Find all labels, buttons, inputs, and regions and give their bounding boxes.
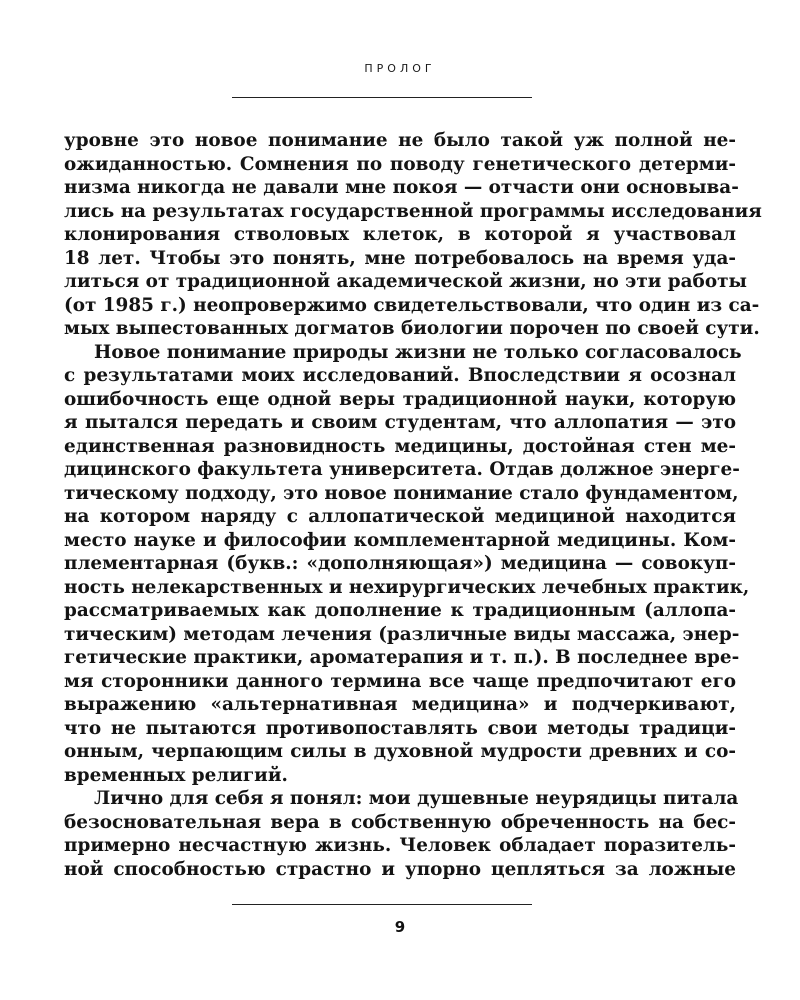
text-line: низма никогда не давали мне покоя — отчасти они основыва- [64, 177, 739, 198]
text-line: дицинского факультета университета. Отдав должное энерге- [64, 459, 740, 480]
footer-rule [232, 904, 532, 905]
text-line: на котором наряду с аллопатической медициной находится [64, 506, 736, 527]
text-line: тическому подходу, это новое понимание стало фундаментом, [64, 482, 739, 504]
header-rule [232, 97, 532, 98]
page-number: 9 [394, 918, 406, 936]
text-line: Новое понимание природы жизни не только согласовалось [94, 341, 742, 363]
text-line: с результатами моих исследований. Впоследствии я осознал [64, 365, 736, 386]
text-line: уровне это новое понимание не было такой уж полной не- [64, 130, 736, 151]
text-line: ность нелекарственных и нехирургических лечебных практик, [64, 576, 750, 598]
text-line: безосновательная вера в собственную обреченность на бес- [64, 811, 736, 833]
text-line: мых выпестованных догматов биологии порочен по своей сути. [64, 318, 760, 339]
text-line: ной способностью страстно и упорно цепляться за ложные [64, 858, 736, 880]
text-line: я пытался передать и своим студентам, что аллопатия — это [64, 412, 736, 433]
text-line: примерно несчастную жизнь. Человек обладает поразитель- [64, 835, 736, 856]
text-line: место науке и философии комплементарной медицины. Ком- [64, 529, 736, 551]
text-line: тическим) методам лечения (различные виды массажа, энер- [64, 623, 740, 645]
text-line: временных религий. [64, 764, 288, 786]
text-line: (от 1985 г.) неопровержимо свидетельствовали, что один из са- [64, 294, 760, 316]
text-line: плементарная (букв.: «дополняющая») медицина — совокуп- [64, 553, 736, 574]
text-line: выражению «альтернативная медицина» и подчеркивают, [64, 694, 736, 715]
text-line: рассматриваемых как дополнение к традиционным (аллопа- [64, 600, 736, 621]
text-line: клонирования стволовых клеток, в которой я участвовал [64, 224, 736, 245]
text-line: гетические практики, ароматерапия и т. п.). В последнее вре- [64, 647, 740, 668]
text-line: мя сторонники данного термина все чаще предпочитают его [64, 670, 736, 692]
text-line: ожиданностью. Сомнения по поводу генетического детерми- [64, 153, 736, 175]
text-line: лись на результатах государственной программы исследования [64, 200, 762, 222]
text-line: Лично для себя я понял: мои душевные неурядицы питала [94, 788, 739, 809]
running-head: ПРОЛОГ [364, 62, 436, 75]
text-line: единственная разновидность медицины, достойная стен ме- [64, 435, 736, 457]
text-line: что не пытаются противопоставлять свои методы традици- [64, 717, 736, 739]
text-line: ошибочность еще одной веры традиционной науки, которую [64, 388, 736, 410]
text-line: онным, черпающим силы в духовной мудрости древних и со- [64, 741, 736, 762]
body-text [64, 129, 762, 881]
text-line: литься от традиционной академической жизни, но эти работы [64, 271, 747, 292]
text-line: 18 лет. Чтобы это понять, мне потребовалось на время уда- [64, 247, 736, 269]
